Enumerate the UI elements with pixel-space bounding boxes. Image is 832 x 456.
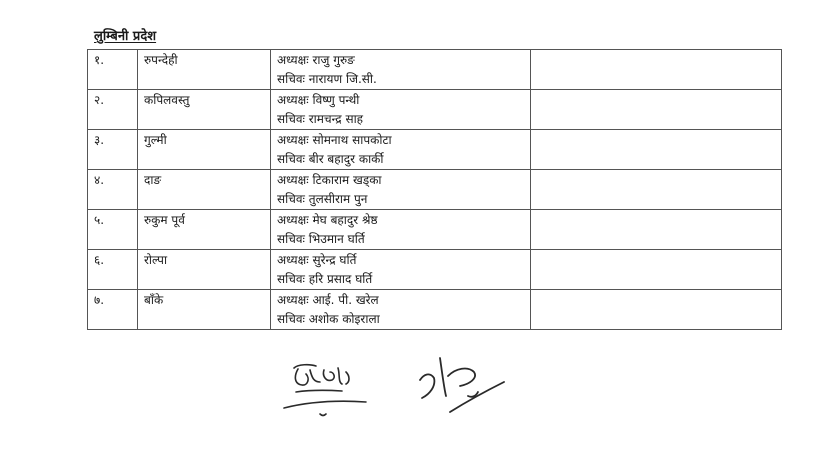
table-row [88,130,782,170]
row-number: ७. [88,290,138,330]
handwritten-signature-2-icon [420,358,504,412]
secretary-text: सचिवः हरि प्रसाद घर्ति [277,272,373,286]
officials-cell [271,170,531,210]
signatures [280,352,520,432]
secretary-text: सचिवः बीर बहादुर कार्की [277,152,384,166]
district-name: बाँके [138,290,271,330]
remarks-cell [531,50,782,90]
table-row [88,90,782,130]
table-row [88,210,782,250]
row-number: ४. [88,170,138,210]
district-name: रुकुम पूर्व [138,210,271,250]
secretary-text: सचिवः रामचन्द्र साह [277,112,364,126]
remarks-cell [531,290,782,330]
table-row [88,250,782,290]
officials-table [87,49,782,330]
officials-cell [271,50,531,90]
secretary-text: सचिवः नारायण जि.सी. [277,72,377,86]
district-name: गुल्मी [138,130,271,170]
section-title: लुम्बिनी प्रदेश [94,29,157,44]
district-name: रुपन्देही [138,50,271,90]
table-row [88,170,782,210]
table-row [88,290,782,330]
officials-cell [271,210,531,250]
officials-cell [271,130,531,170]
district-name: कपिलवस्तु [138,90,271,130]
remarks-cell [531,90,782,130]
district-name: रोल्पा [138,250,271,290]
remarks-cell [531,130,782,170]
officials-cell [271,250,531,290]
chair-text: अध्यक्षः सोमनाथ सापकोटा [277,133,392,147]
district-name: दाङ [138,170,271,210]
row-number: ३. [88,130,138,170]
handwritten-signature-1-icon [284,365,366,416]
secretary-text: सचिवः भिउमान घर्ति [277,232,365,246]
chair-text: अध्यक्षः आई. पी. खरेल [277,293,379,307]
chair-text: अध्यक्षः मेघ बहादुर श्रेष्ठ [277,213,378,227]
row-number: २. [88,90,138,130]
chair-text: अध्यक्षः विष्णु पन्थी [277,93,360,107]
signatures-svg [280,352,520,432]
officials-cell [271,290,531,330]
chair-text: अध्यक्षः सुरेन्द्र घर्ति [277,253,357,267]
chair-text: अध्यक्षः टिकाराम खड्का [277,173,382,187]
row-number: ५. [88,210,138,250]
row-number: १. [88,50,138,90]
secretary-text: सचिवः अशोक कोइराला [277,312,380,326]
row-number: ६. [88,250,138,290]
chair-text: अध्यक्षः राजु गुरुङ [277,53,355,67]
remarks-cell [531,250,782,290]
table-row [88,50,782,90]
remarks-cell [531,170,782,210]
secretary-text: सचिवः तुलसीराम पुन [277,192,368,206]
officials-cell [271,90,531,130]
remarks-cell [531,210,782,250]
